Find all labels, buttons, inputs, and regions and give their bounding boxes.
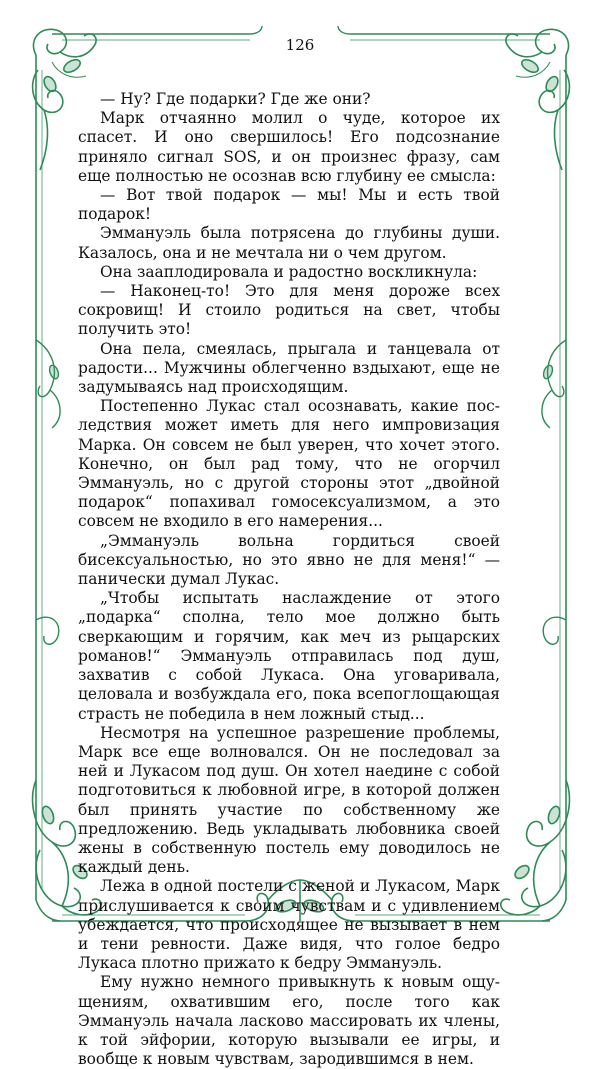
paragraph: Она пела, смеялась, прыгала и танцевала от радости... Мужчины облегченно вздыхают, еще не задумываясь над происходящим.	[78, 339, 500, 397]
paragraph: Ему нужно немного привыкнуть к новым ощущениям, охватившим его, после того как Эммануэль начала ласково массировать их члены, к той эйфории, которую вызывали ее игры, и вообще к новым чувствам, зародившимся в нем.	[78, 973, 500, 1069]
paragraph: Эммануэль была потрясена до глубины души. Казалось, она и не мечтала ни о чем другом.	[78, 224, 500, 262]
page-number: 126	[285, 36, 315, 54]
paragraph: — Вот твой подарок — мы! Мы и есть твой подарок!	[78, 186, 500, 224]
paragraph: Она зааплодировала и радостно воскликнула:	[100, 262, 478, 281]
side-ornament-left	[36, 340, 60, 644]
corner-ornament-bottom-right	[501, 780, 570, 921]
paragraph: „Эммануэль вольна гордиться своей бисексуальностью, но это явно не для меня!“ — панически думал Лукас.	[78, 531, 500, 589]
paragraph: Лежа в одной постели с женой и Лукасом, Марк прислушивается к своим чувствам и с удивлением убеждается, что происходящее не вызывает в нем и тени ревности. Даже видя, что голое бедро Лукаса плотно прижато к бедру Эммануэль.	[78, 877, 500, 973]
paragraph: — Наконец-то! Это для меня дороже всех сокровищ! И стоило родиться на свет, чтобы получить это!	[78, 282, 500, 339]
side-ornament-right	[542, 340, 566, 644]
text-block	[78, 90, 500, 1069]
paragraph: Марк отчаянно молил о чуде, которое их спасет. И оно свершилось! Его подсознание приняло сигнал SOS, и он произнес фразу, сам еще полностью не осознав всю глубину ее смысла:	[78, 109, 500, 185]
paragraph: — Ну? Где подарки? Где же они?	[100, 90, 371, 108]
paragraph: Несмотря на успешное разрешение проблемы, Марк все еще волновался. Он не последовал за ней и Лукасом под душ. Он хотел наедине с собой подготовиться к любовной игре, в которой должен был принять участие по собственному же предложению. Ведь укладывать любовника своей жены в собственную постель ему доводилось не каждый день.	[78, 723, 500, 877]
top-center-ornament	[250, 26, 350, 34]
paragraph: „Чтобы испытать наслаждение от этого „подарка“ сполна, тело мое должно быть сверкающим и горячим, как меч из рыцарских романов!“ Эммануэль отправилась под душ, захватив с собой Лукаса. Она уговаривала, целовала и возбуждала его, пока всепоглощающая страсть не победила в нем ложный стыд...	[78, 589, 500, 723]
paragraph: Постепенно Лукас стал осознавать, какие последствия может иметь для него импровизация Марка. Он совсем не был уверен, что хочет этого. Конечно, он был рад тому, что не огорчил Эммануэль, но с другой стороны этот „двойной подарок“ попахивал гомосексуализмом, а это совсем не входило в его намерения...	[78, 397, 500, 531]
